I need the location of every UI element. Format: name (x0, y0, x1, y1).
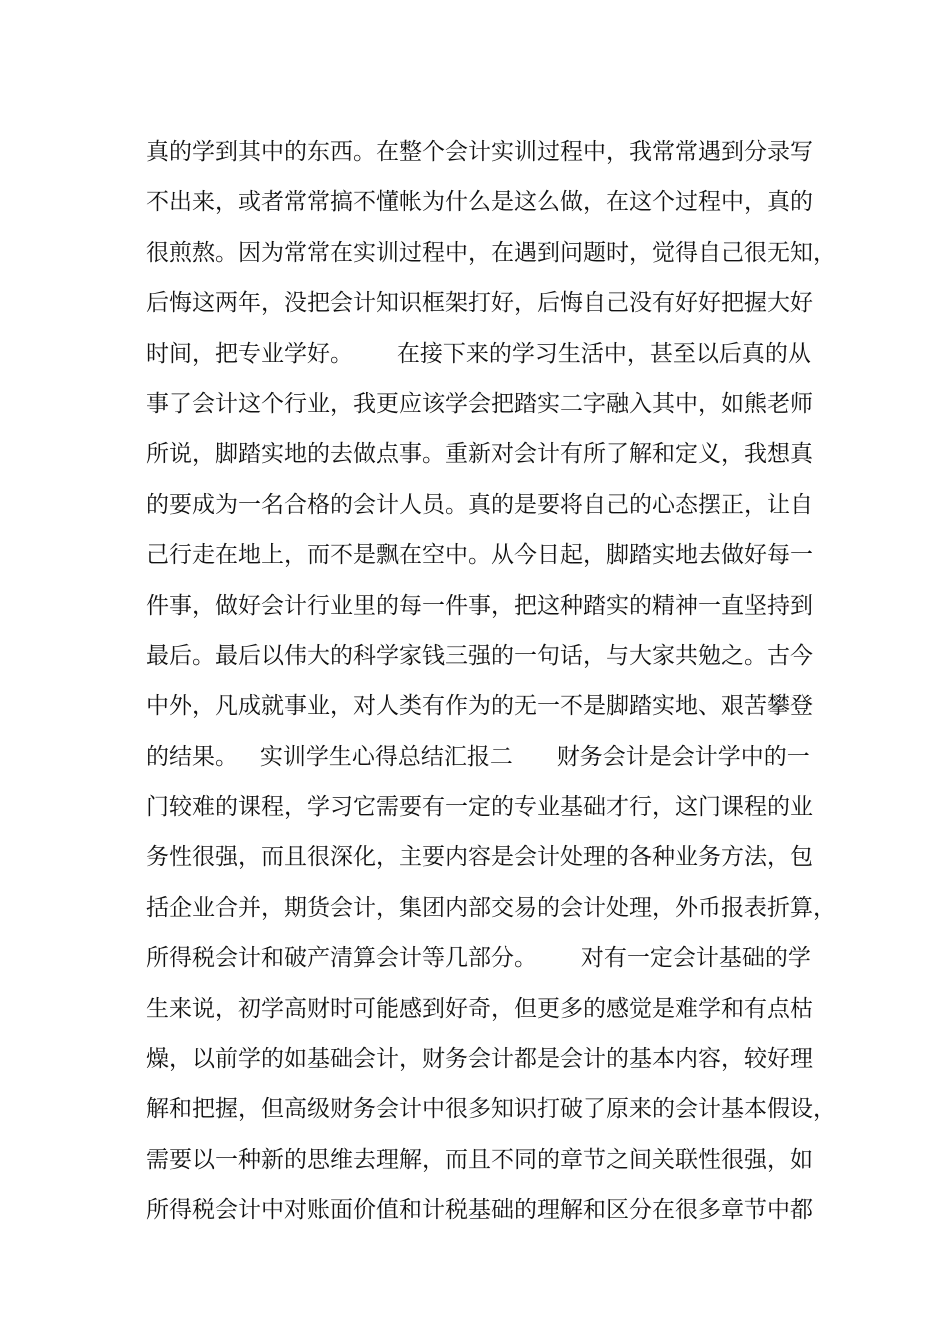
text-line: 生来说，初学高财时可能感到好奇，但更多的感觉是难学和有点枯 (146, 995, 813, 1022)
text-line: 中外，凡成就事业，对人类有作为的无一不是脚踏实地、艰苦攀登 (146, 693, 813, 720)
text-line: 的结果。 实训学生心得总结汇报二 财务会计是会计学中的一 (146, 743, 810, 770)
text-line: 时间，把专业学好。 在接下来的学习生活中，甚至以后真的从 (146, 340, 811, 367)
text-line: 门较难的课程，学习它需要有一定的专业基础才行，这门课程的业 (146, 794, 813, 821)
text-line: 需要以一种新的思维去理解，而且不同的章节之间关联性很强，如 (146, 1146, 813, 1173)
text-line: 务性很强，而且很深化，主要内容是会计处理的各种业务方法，包 (146, 844, 813, 871)
text-line: 事了会计这个行业，我更应该学会把踏实二字融入其中，如熊老师 (146, 390, 813, 417)
text-line: 燥，以前学的如基础会计，财务会计都是会计的基本内容，较好理 (146, 1046, 813, 1073)
text-line: 不出来，或者常常搞不懂帐为什么是这么做，在这个过程中，真的 (146, 189, 813, 216)
text-line: 解和把握，但高级财务会计中很多知识打破了原来的会计基本假设， (146, 1096, 836, 1123)
text-line: 所得税会计中对账面价值和计税基础的理解和区分在很多章节中都 (146, 1197, 813, 1224)
body-text (146, 127, 846, 1236)
text-line: 括企业合并，期货会计，集团内部交易的会计处理，外币报表折算， (146, 894, 836, 921)
text-line: 己行走在地上，而不是飘在空中。从今日起，脚踏实地去做好每一 (146, 542, 813, 569)
text-line: 所说，脚踏实地的去做点事。重新对会计有所了解和定义，我想真 (146, 441, 813, 468)
text-line: 最后。最后以伟大的科学家钱三强的一句话，与大家共勉之。古今 (146, 642, 813, 669)
text-line: 真的学到其中的东西。在整个会计实训过程中，我常常遇到分录写 (146, 139, 813, 165)
text-line: 件事，做好会计行业里的每一件事，把这种踏实的精神一直坚持到 (146, 592, 813, 619)
text-line: 后悔这两年，没把会计知识框架打好，后悔自己没有好好把握大好 (146, 290, 813, 317)
text-line: 所得税会计和破产清算会计等几部分。 对有一定会计基础的学 (146, 945, 811, 972)
text-line: 很煎熬。因为常常在实训过程中，在遇到问题时，觉得自己很无知， (146, 239, 836, 266)
text-line: 的要成为一名合格的会计人员。真的是要将自己的心态摆正，让自 (146, 491, 813, 518)
